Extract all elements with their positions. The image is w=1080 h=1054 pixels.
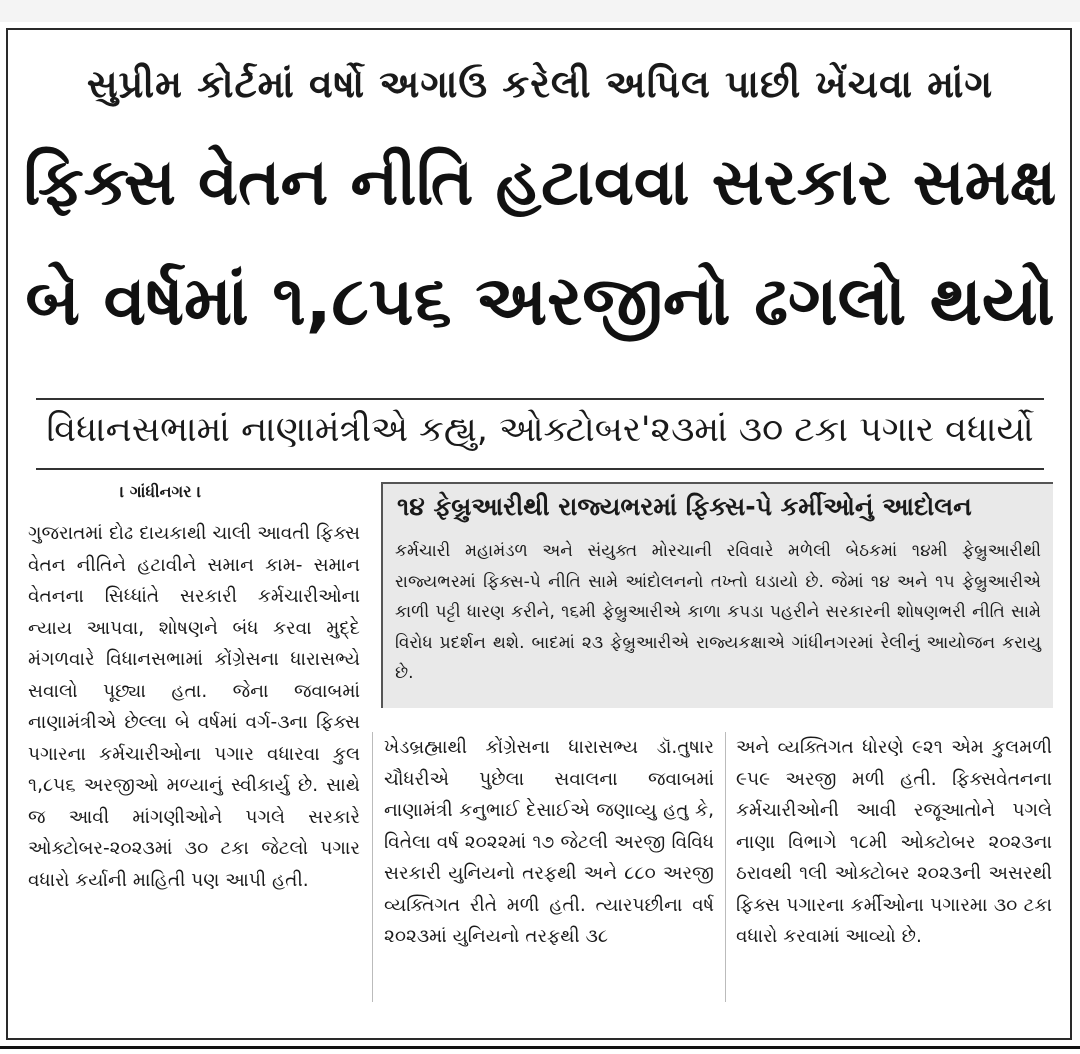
kicker-headline: સુપ્રીમ કોર્ટમાં વર્ષો અગાઉ કરેલી અપિલ પાછી ખેંચવા માંગ	[86, 62, 994, 106]
subheadline: વિધાનસભામાં નાણામંત્રીએ કહ્યુ, ઓક્ટોબર'૨૩માં ૩૦ ટકા પગાર વધાર્યો	[46, 410, 1034, 450]
main-headline-line-1: ફિક્સ વેતન નીતિ હટાવવા સરકાર સમક્ષ	[23, 146, 1057, 220]
column-divider-1	[372, 732, 373, 1002]
headline-rule-bottom	[36, 468, 1044, 470]
article-column-3: અને વ્યક્તિગત ધોરણે ૯૨૧ એમ કુલમળી ૯૫૯ અરજી મળી હતી. ફિક્સવેતનના કર્મચારીઓની આવી રજૂઆતોને પગલે નાણા વિભાગે ૧૮મી ઓક્ટોબર ૨૦૨૩ના ઠરાવથી ૧લી ઓક્ટોબર ૨૦૨૩ની અસરથી ફિક્સ પગારના કર્મીઓના પગારમા ૩૦ ટકા વધારો કરવામાં આવ્યો છે.	[736, 737, 1052, 947]
article-column-2: ખેડબ્રહ્માથી કોંગ્રેસના ધારાસભ્ય ડૉ.તુષાર ચૌધરીએ પુછેલા સવાલના જવાબમાં નાણામંત્રી કનુભાઈ દેસાઈએ જણાવ્યુ હતુ કે, વિતેલા વર્ષ ૨૦૨૨માં ૧૭ જેટલી અરજી વિવિધ સરકારી યુનિયનો તરફથી અને ૮૮૦ અરજી વ્યક્તિગત રીતે મળી હતી. ત્યારપછીના વર્ષ ૨૦૨૩માં યુનિયનો તરફથી ૩૮	[384, 737, 714, 947]
headline-rule-top	[36, 398, 1044, 400]
dateline: । ગાંધીનગર ।	[120, 482, 202, 501]
sidebar-box	[381, 482, 1053, 708]
top-strip	[0, 0, 1080, 22]
main-headline-line-2: બે વર્ષમાં ૧,૮૫૬ અરજીનો ઢગલો થયો	[25, 262, 1055, 341]
bottom-rule	[0, 1046, 1080, 1049]
article-column-1: ગુજરાતમાં દોઢ દાયકાથી ચાલી આવતી ફિક્સ વેતન નીતિને હટાવીને સમાન કામ- સમાન વેતનના સિધ્ધાંતે સરકારી કર્મચારીઓના ન્યાય આપવા, શોષણને બંધ કરવા મુદ્દે મંગળવારે વિધાનસભામાં કોંગ્રેસના ધારાસભ્યે સવાલો પૂછ્યા હતા. જેના જવાબમાં નાણામંત્રીએ છેલ્લા બે વર્ષમાં વર્ગ-૩ના ફિક્સ પગારના કર્મચારીઓના પગાર વધારવા કુલ ૧,૮૫૬ અરજીઓ મળ્યાનું સ્વીકાર્યુ છે. સાથે જ આવી માંગણીઓને પગલે સરકારે ઓક્ટોબર-૨૦૨૩માં ૩૦ ટકા જેટલો પગાર વધારો કર્યાની માહિતી પણ આપી હતી.	[28, 523, 360, 891]
sidebar-box-title: ૧૪ ફેબ્રુઆરીથી રાજ્યભરમાં ફિક્સ-પે કર્મીઓનું આદોલન	[397, 492, 972, 521]
column-divider-2	[725, 732, 726, 1002]
sidebar-box-text: કર્મચારી મહામંડળ અને સંયુક્ત મોરચાની રવિવારે મળેલી બેઠકમાં ૧૪મી ફેબ્રુઆરીથી રાજ્યભરમાં ફિક્સ-પે નીતિ સામે આંદોલનનો તખ્તો ઘડાયો છે. જેમાં ૧૪ અને ૧૫ ફેબ્રુઆરીએ કાળી પટ્ટી ધારણ કરીને, ૧૬મી ફેબ્રુઆરીએ કાળા કપડા પહરીને સરકારની શોષણભરી નીતિ સામે વિરોધ પ્રદર્શન થશે. બાદમાં ૨૩ ફેબ્રુઆરીએ રાજ્યકક્ષાએ ગાંધીનગરમાં રેલીનું આયોજન કરાયુ છે.	[395, 541, 1041, 683]
